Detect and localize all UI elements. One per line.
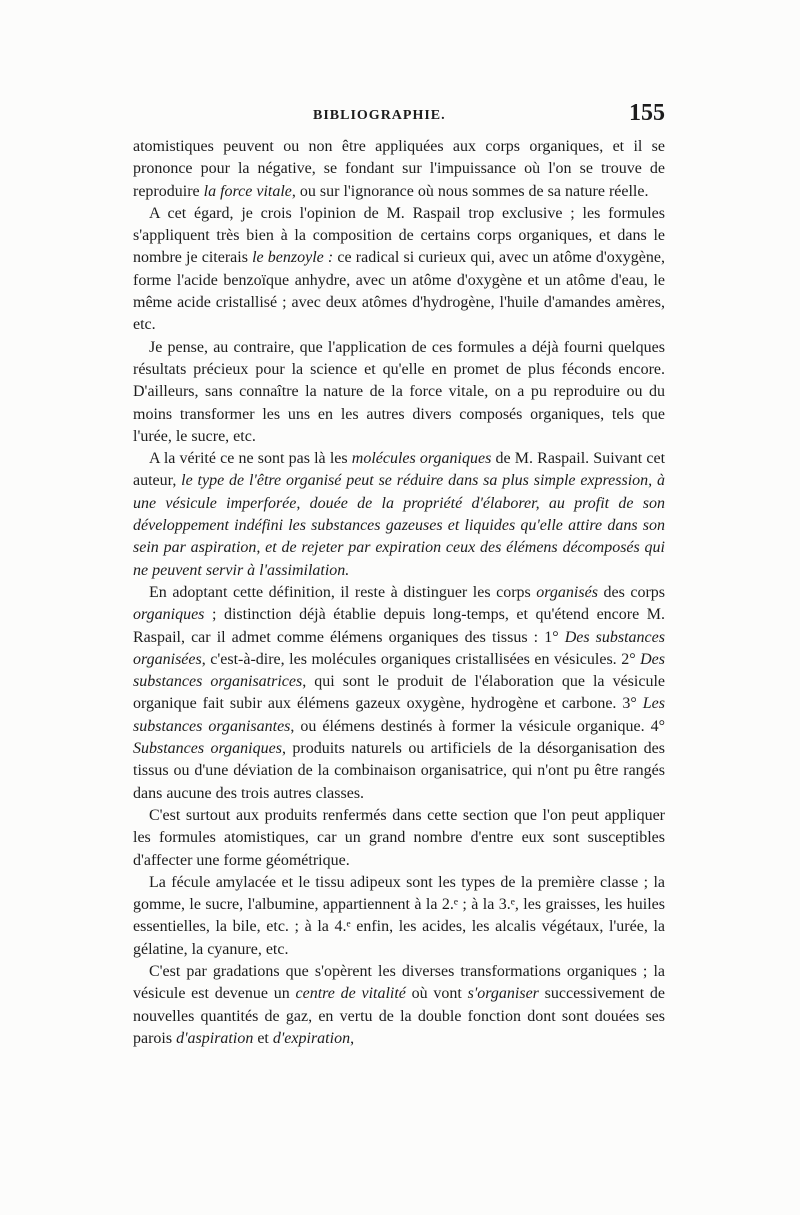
text-segment: atomistiques peuvent ou non être appliquées aux corps organiques, et il se prononce pour la négative, se fondant sur l'impuissance où l'on se trouve de reproduire bbox=[133, 138, 665, 200]
text-segment: , bbox=[350, 1029, 355, 1047]
italic-text: organisés bbox=[536, 583, 598, 601]
paragraph bbox=[133, 203, 665, 337]
text-segment: , ou élémens destinés à former la vésicule organique. 4° bbox=[290, 717, 666, 735]
italic-text: d'expiration bbox=[272, 1029, 351, 1047]
text-segment: ; distinction déjà établie depuis long-temps, et qu'étend encore M. Raspail, car il admet comme élémens organiques des tissus : 1° bbox=[133, 606, 665, 646]
paragraph bbox=[133, 136, 665, 203]
italic-text: le benzoyle : bbox=[252, 249, 334, 267]
paragraph bbox=[133, 582, 665, 805]
text-segment: C'est surtout aux produits renfermés dans cette section que l'on peut appliquer les formules atomistiques, car un grand nombre d'entre eux sont susceptibles d'affecter une forme géométrique. bbox=[133, 806, 665, 869]
italic-text: la force vitale bbox=[203, 182, 292, 200]
text-segment: , produits naturels ou artificiels de la désorganisation des tissus ou d'une déviation de la combinaison organisatrice, qui n'ont pu être rangés dans aucune des trois autres classes. bbox=[133, 740, 665, 802]
paragraph bbox=[133, 337, 665, 448]
text-segment: , ou sur l'ignorance où nous sommes de sa nature réelle. bbox=[291, 182, 649, 200]
body-text bbox=[133, 136, 665, 1050]
italic-text: s'organiser bbox=[467, 985, 539, 1003]
italic-text: le type de l'être organisé peut se réduire dans sa plus simple expression, à une vésicule imperforée, douée de la propriété d'élaborer, au profit de son développement indéfini les substances gazeuses et liquides qu'elle attire dans son sein par aspiration, et de rejeter par expiration ceux des élémens décomposés qui ne peuvent servir à l'assimilation. bbox=[133, 472, 665, 579]
italic-text: centre de vitalité bbox=[295, 985, 406, 1003]
text-segment: C'est par gradations que s'opèrent les diverses transformations organiques ; la vésicule est devenue un bbox=[133, 962, 665, 1003]
running-head: BIBLIOGRAPHIE. bbox=[313, 108, 446, 123]
text-segment: La fécule amylacée et le tissu adipeux sont les types de la première classe ; la gomme, le sucre, l'albumine, appartiennent à la 2.ᵉ ; à la 3.ᵉ, les graisses, les huiles essentielles, la bile, etc. ; à la 4.ᵉ enfin, les acides, les alcalis végétaux, l'urée, la gélatine, la cyanure, etc. bbox=[133, 873, 665, 958]
text-segment: des corps bbox=[597, 583, 666, 601]
text-segment: , c'est-à-dire, les molécules organiques cristallisées en vésicules. 2° bbox=[201, 650, 641, 668]
paragraph bbox=[133, 448, 665, 582]
page-header bbox=[133, 100, 665, 134]
italic-text: organiques bbox=[133, 606, 205, 624]
paragraph bbox=[133, 805, 665, 872]
italic-text: Les substances organisantes bbox=[133, 695, 665, 735]
text-segment: En adoptant cette définition, il reste à distinguer les corps bbox=[149, 583, 537, 601]
text-segment: A la vérité ce ne sont pas là les bbox=[149, 450, 352, 468]
text-segment: et bbox=[253, 1029, 273, 1047]
text-segment: où vont bbox=[405, 985, 468, 1003]
italic-text: Des substances organisatrices bbox=[133, 650, 665, 691]
italic-text: d'aspiration bbox=[176, 1029, 254, 1047]
text-segment: Je pense, au contraire, que l'application de ces formules a déjà fourni quelques résultats précieux pour la science et qu'elle en promet de plus féconds encore. D'ailleurs, sans connaître la nature de la force vitale, on a pu reproduire ou du moins transformer les uns en les autres divers composés organiques, tels que l'urée, le sucre, etc. bbox=[133, 338, 665, 445]
text-segment: de M. Raspail. Suivant cet auteur, bbox=[133, 450, 666, 490]
italic-text: Substances organiques bbox=[133, 740, 282, 758]
italic-text: molécules organiques bbox=[351, 450, 492, 468]
italic-text: Des substances organisées bbox=[133, 628, 665, 668]
text-segment: ce radical si curieux qui, avec un atôme d'oxygène, forme l'acide benzoïque anhydre, avec un atôme d'oxygène et un atôme d'eau, le même acide cristallisé ; avec deux atômes d'hydrogène, l'huile d'amandes amères, etc. bbox=[133, 249, 665, 334]
text-segment: A cet égard, je crois l'opinion de M. Raspail trop exclusive ; les formules s'appliquent très bien à la composition de certains corps organiques, et dans le nombre je citerais bbox=[133, 204, 665, 267]
page-number: 155 bbox=[629, 100, 665, 126]
text-segment: , qui sont le produit de l'élaboration que la vésicule organique fait subir aux élémens gazeux oxygène, hydrogène et carbone. 3° bbox=[133, 673, 665, 713]
paragraph bbox=[133, 961, 665, 1050]
text-segment: successivement de nouvelles quantités de gaz, en vertu de la double fonction dont sont douées ses parois bbox=[133, 985, 666, 1047]
paragraph bbox=[133, 872, 665, 961]
